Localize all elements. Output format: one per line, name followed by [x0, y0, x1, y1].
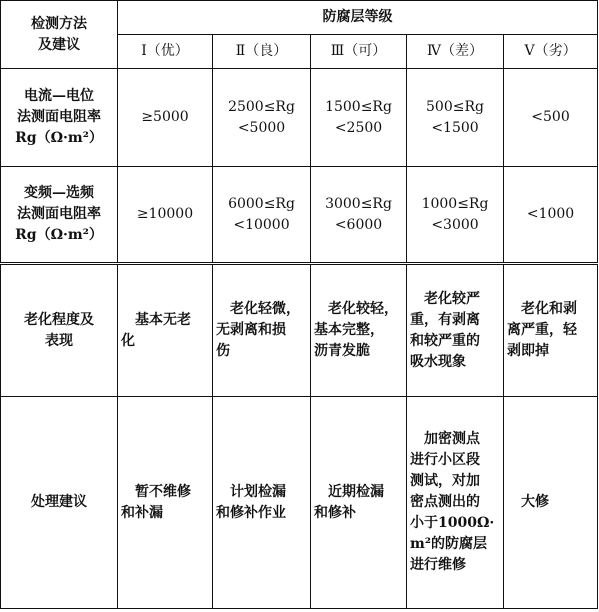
- corner-header: 检测方法 及建议: [1, 1, 118, 69]
- table-cell: ≥10000: [118, 167, 213, 264]
- row-label-treatment: 处理建议: [1, 397, 118, 609]
- row-label-aging: 老化程度及 表现: [1, 264, 118, 397]
- table-cell: 500≤Rg <1500: [407, 69, 504, 167]
- grade-header-5: Ⅴ（劣）: [504, 35, 598, 69]
- table-row: [1, 69, 598, 167]
- grade-header-4: Ⅳ（差）: [407, 35, 504, 69]
- table-cell: 老化轻微， 无剥离和损 伤: [213, 264, 311, 397]
- table-cell: 加密测点 进行小区段 测试，对加 密点测出的 小于1000Ω· m²的防腐层 进行维修: [407, 397, 504, 609]
- table-cell: 暂不维修 和补漏: [118, 397, 213, 609]
- grade-group-header: 防腐层等级: [118, 1, 598, 35]
- table-cell: 老化较严 重，有剥离 和较严重的 吸水现象: [407, 264, 504, 397]
- row-label-variable-frequency: 变频—选频 法测面电阻率 Rg（Ω·m²）: [1, 167, 118, 264]
- grade-header-2: Ⅱ（良）: [213, 35, 311, 69]
- table-cell: 1000≤Rg <3000: [407, 167, 504, 264]
- table-cell: ≥5000: [118, 69, 213, 167]
- table-cell: 计划检漏 和修补作业: [213, 397, 311, 609]
- table-cell: <500: [504, 69, 598, 167]
- row-label-current-potential: 电流—电位 法测面电阻率 Rg（Ω·m²）: [1, 69, 118, 167]
- table-cell: 基本无老 化: [118, 264, 213, 397]
- table-cell: 3000≤Rg <6000: [311, 167, 407, 264]
- table-cell: 大修: [504, 397, 598, 609]
- table-cell: 1500≤Rg <2500: [311, 69, 407, 167]
- grade-header-1: Ⅰ（优）: [118, 35, 213, 69]
- table-cell: 6000≤Rg <10000: [213, 167, 311, 264]
- table-cell: 2500≤Rg <5000: [213, 69, 311, 167]
- table-row: [1, 397, 598, 609]
- table-row: [1, 167, 598, 264]
- table-cell: <1000: [504, 167, 598, 264]
- grade-header-3: Ⅲ（可）: [311, 35, 407, 69]
- table-cell: 老化和剥 离严重，轻 剥即掉: [504, 264, 598, 397]
- table-cell: 近期检漏 和修补: [311, 397, 407, 609]
- table-cell: 老化较轻， 基本完整， 沥青发脆: [311, 264, 407, 397]
- table-row: [1, 264, 598, 397]
